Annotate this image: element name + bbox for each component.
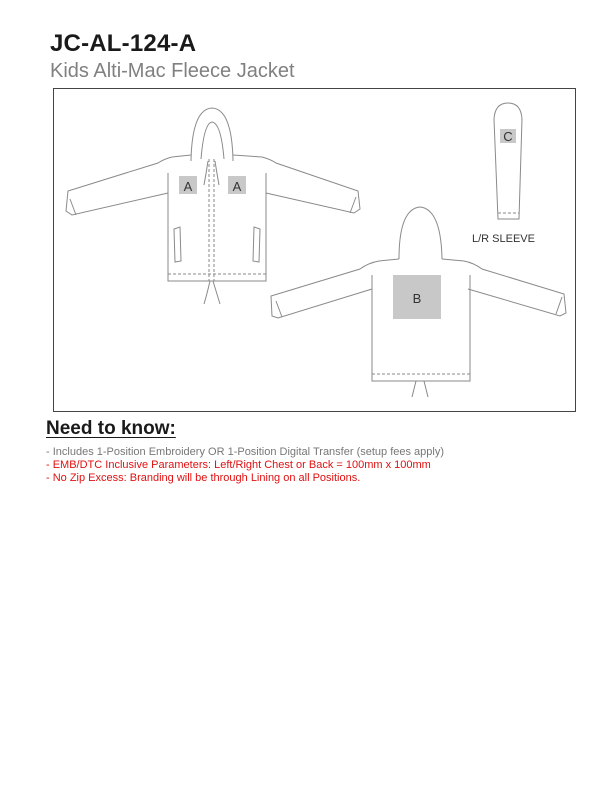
label-c: C	[503, 129, 513, 144]
sleeve-outline	[494, 103, 522, 219]
jacket-front	[66, 108, 360, 304]
product-code: JC-AL-124-A	[50, 30, 197, 57]
label-a-left: A	[183, 179, 193, 194]
label-a-right: A	[232, 179, 242, 194]
note-item: - No Zip Excess: Branding will be through Lining on all Positions.	[46, 472, 361, 484]
product-name: Kids Alti-Mac Fleece Jacket	[50, 60, 295, 82]
label-b: B	[412, 291, 422, 306]
garment-diagram	[53, 88, 576, 412]
need-to-know-heading: Need to know:	[46, 418, 176, 439]
garment-illustration	[54, 89, 577, 413]
note-item: - EMB/DTC Inclusive Parameters: Left/Right Chest or Back = 100mm x 100mm	[46, 459, 431, 471]
note-item: - Includes 1-Position Embroidery OR 1-Position Digital Transfer (setup fees apply)	[46, 446, 445, 458]
sleeve-caption: L/R SLEEVE	[472, 233, 535, 245]
